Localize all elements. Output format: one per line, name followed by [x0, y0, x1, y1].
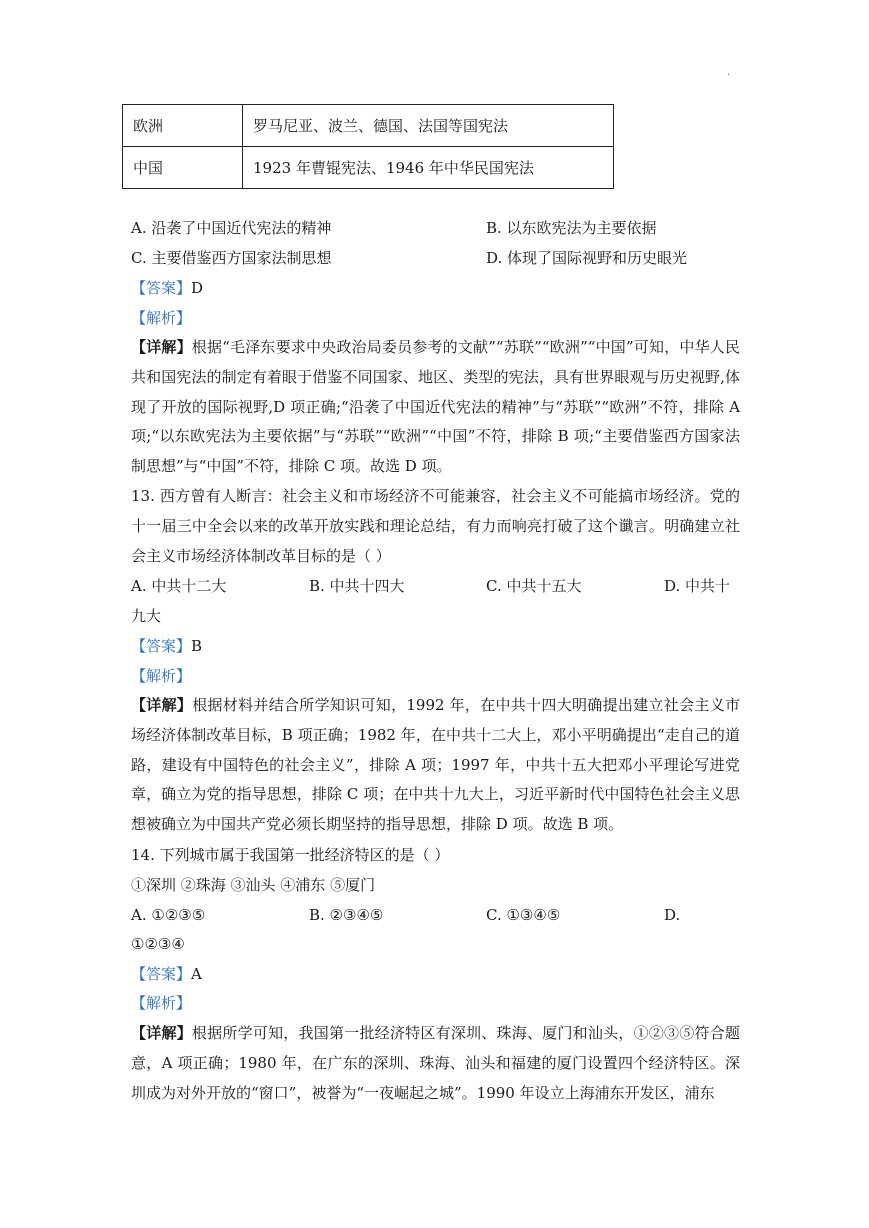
detail-tag: 【详解】	[131, 338, 192, 356]
q13-option-c: C. 中共十五大	[486, 577, 582, 595]
analysis-tag: 【解析】	[131, 994, 192, 1012]
table-cell-content: 1923 年曹锟宪法、1946 年中华民国宪法	[243, 147, 614, 189]
q14-detail	[131, 1019, 740, 1108]
q13-option-a: A. 中共十二大	[131, 577, 227, 595]
q13-answer	[131, 636, 202, 656]
table-row	[123, 105, 614, 147]
answer-value: D	[191, 279, 204, 297]
detail-tag: 【详解】	[131, 696, 193, 714]
q14-stem: 14. 下列城市属于我国第一批经济特区的是（ ）	[131, 846, 450, 864]
table-row	[123, 147, 614, 189]
constitution-table	[122, 104, 614, 189]
table-cell-region: 中国	[123, 147, 243, 189]
detail-text: 根据“毛泽东要求中央政治局委员参考的文献”“苏联”“欧洲”“中国”可知，中华人民共和国宪法的制定有着眼于借鉴不同国家、地区、类型的宪法，具有世界眼观与历史视野,体现了开放的国际视野,D 项正确;“沿袭了中国近代宪法的精神”与“苏联”“欧洲”不符，排除 A 项;“以东欧宪法为主要依据”与“苏联”“欧洲”“中国”不符，排除 B 项;“主要借鉴西方国家法制思想”与“中国”不符，排除 C 项。故选 D 项。	[131, 338, 740, 476]
answer-value: B	[191, 637, 203, 655]
page-mark: ·	[727, 70, 731, 81]
q12-answer	[131, 278, 203, 298]
q12-option-d: D. 体现了国际视野和历史眼光	[486, 249, 688, 267]
q14-option-d: D.	[664, 906, 681, 924]
q14-option-c: C. ①③④⑤	[486, 906, 561, 924]
q12-option-a: A. 沿袭了中国近代宪法的精神	[131, 219, 332, 237]
detail-text: 根据所学可知，我国第一批经济特区有深圳、珠海、厦门和汕头，①②③⑤符合题意，A 项正确；1980 年，在广东的深圳、珠海、汕头和福建的厦门设置四个经济特区。深圳成为对外开放的“窗口”，被誉为“一夜崛起之城”。1990 年设立上海浦东开发区，浦东	[131, 1024, 740, 1102]
q13-detail	[131, 691, 740, 840]
q12-analysis	[131, 308, 191, 328]
table-cell-region: 欧洲	[123, 105, 243, 147]
q14-answer	[131, 964, 202, 984]
analysis-tag: 【解析】	[131, 309, 192, 327]
answer-value: A	[191, 965, 202, 983]
q14-cities: ①深圳 ②珠海 ③汕头 ④浦东 ⑤厦门	[131, 876, 376, 894]
answer-tag: 【答案】	[131, 637, 192, 655]
q12-option-b: B. 以东欧宪法为主要依据	[486, 219, 657, 237]
q13-option-b: B. 中共十四大	[309, 577, 405, 595]
q12-detail	[131, 333, 740, 482]
q13-option-d-continued: 九大	[131, 607, 162, 625]
answer-tag: 【答案】	[131, 279, 192, 297]
q13-stem: 13. 西方曾有人断言：社会主义和市场经济不可能兼容，社会主义不可能搞市场经济。党的十一届三中全会以来的改革开放实践和理论总结，有力而响亮打破了这个谶言。明确建立社会主义市场经济体制改革目标的是（ ）	[131, 487, 740, 565]
detail-text: 根据材料并结合所学知识可知，1992 年，在中共十四大明确提出建立社会主义市场经济体制改革目标，B 项正确；1982 年，在中共十二大上，邓小平明确提出“走自己的道路，建设有中国特色的社会主义”，排除 A 项；1997 年，中共十五大把邓小平理论写进党章，确立为党的指导思想，排除 C 项；在中共十九大上，习近平新时代中国特色社会主义思想被确立为中国共产党必须长期坚持的指导思想，排除 D 项。故选 B 项。	[131, 696, 740, 834]
q13-option-d: D. 中共十	[664, 577, 731, 595]
analysis-tag: 【解析】	[131, 667, 192, 685]
q14-option-d-continued: ①②③④	[131, 935, 185, 953]
q12-option-c: C. 主要借鉴西方国家法制思想	[131, 249, 332, 267]
table-cell-content: 罗马尼亚、波兰、德国、法国等国宪法	[243, 105, 614, 147]
q13-analysis	[131, 666, 191, 686]
q14-option-a: A. ①②③⑤	[131, 906, 206, 924]
detail-tag: 【详解】	[131, 1024, 192, 1042]
answer-tag: 【答案】	[131, 965, 192, 983]
q14-analysis	[131, 993, 191, 1013]
q14-option-b: B. ②③④⑤	[309, 906, 384, 924]
